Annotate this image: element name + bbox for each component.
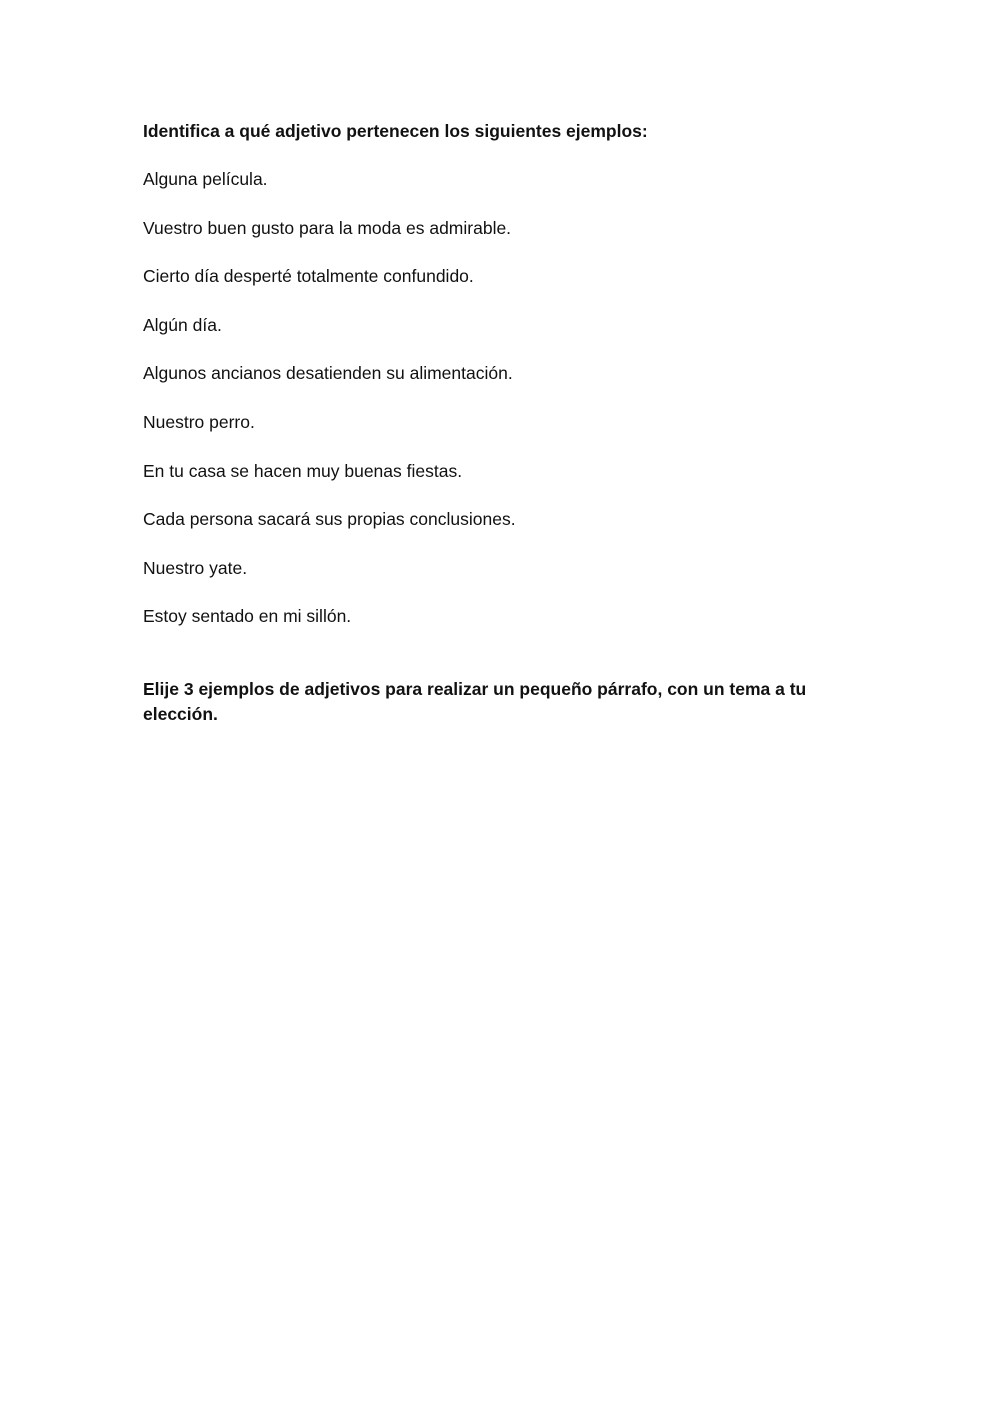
example-item: Algunos ancianos desatienden su alimentación. bbox=[143, 363, 513, 384]
example-item: Nuestro yate. bbox=[143, 557, 248, 578]
example-item: Algún día. bbox=[143, 314, 222, 335]
example-item: Estoy sentado en mi sillón. bbox=[143, 606, 352, 627]
example-item: Alguna película. bbox=[143, 169, 268, 189]
example-item: En tu casa se hacen muy buenas fiestas. bbox=[143, 460, 463, 481]
example-item: Cierto día desperté totalmente confundido. bbox=[143, 266, 474, 287]
example-item: Vuestro buen gusto para la moda es admirable. bbox=[143, 217, 512, 238]
instruction-heading-identify: Identifica a qué adjetivo pertenecen los siguientes ejemplos: bbox=[143, 121, 648, 141]
instruction-heading-paragraph: Elije 3 ejemplos de adjetivos para realizar un pequeño párrafo, con un tema a tu elección. bbox=[143, 679, 807, 725]
document-body bbox=[143, 119, 843, 727]
example-item: Nuestro perro. bbox=[143, 411, 255, 432]
example-list bbox=[143, 167, 843, 629]
example-item: Cada persona sacará sus propias conclusiones. bbox=[143, 509, 516, 530]
